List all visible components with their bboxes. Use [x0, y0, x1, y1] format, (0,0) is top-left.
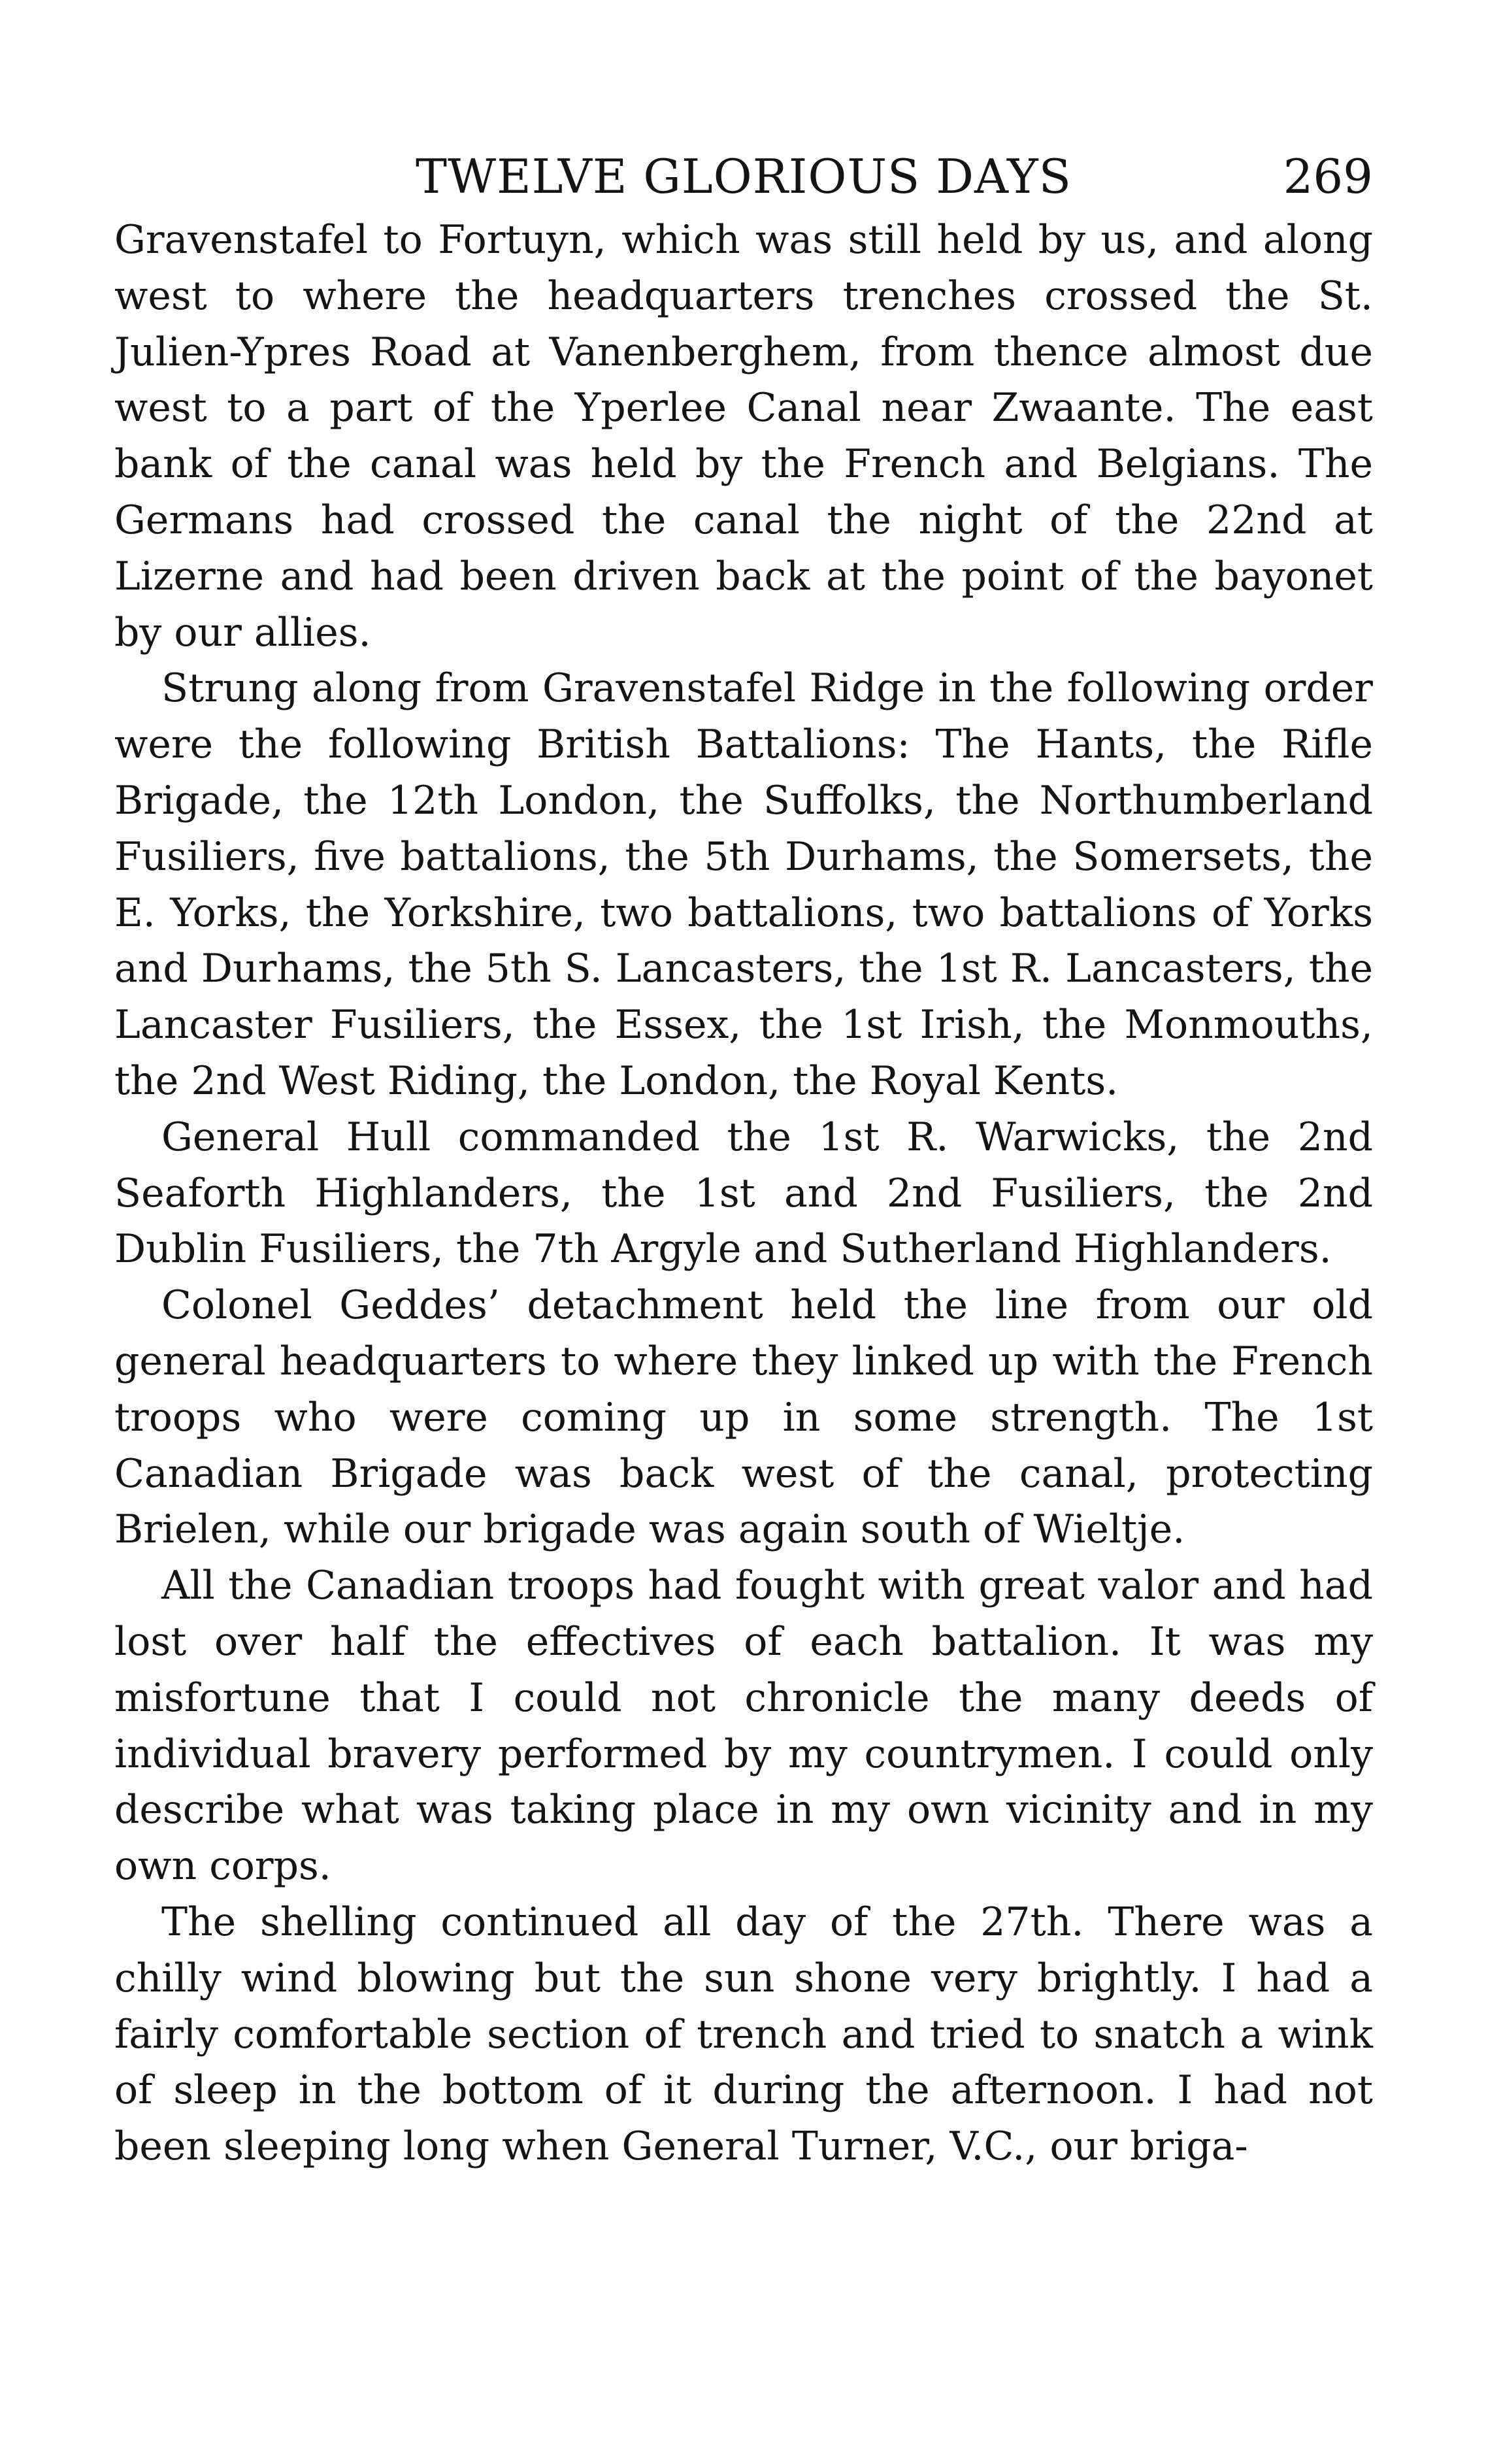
book-page [114, 141, 1373, 2175]
paragraph: All the Canadian troops had fought with great valor and had lost over half the effectives of each battalion. It was my misfortune that I could not chronicle the many deeds of individual bravery performed by my countrymen. I could only describe what was taking place in my own vicinity and in my own corps. [114, 1563, 1373, 1890]
paragraph: General Hull commanded the 1st R. Warwicks, the 2nd Seaforth Highlanders, the 1st and 2nd Fusiliers, the 2nd Dublin Fusiliers, the 7th Argyle and Sutherland Highlanders. [114, 1114, 1373, 1273]
page-number: 269 [1283, 149, 1373, 204]
body-text [114, 212, 1373, 2175]
paragraph: The shelling continued all day of the 27th. There was a chilly wind blowing but the sun shone very brightly. I had a fairly comfortable section of trench and tried to snatch a wink of sleep in the bottom of it during the afternoon. I had not been sleeping long when General Turner, V.C., our briga- [114, 1899, 1373, 2170]
paragraph: Colonel Geddes’ detachment held the line from our old general headquarters to where they linked up with the French troops who were coming up in some strength. The 1st Canadian Brigade was back west of the canal, protecting Brielen, while our brigade was again south of Wieltje. [114, 1282, 1373, 1553]
paragraph: Strung along from Gravenstafel Ridge in the following order were the following British Battalions: The Hants, the Rifle Brigade, the 12th London, the Suffolks, the Northumberland Fusiliers, five battalions, the 5th Durhams, the Somersets, the E. Yorks, the Yorkshire, two battalions, two battalions of Yorks and Durhams, the 5th S. Lancasters, the 1st R. Lancasters, the Lancaster Fusiliers, the Essex, the 1st Irish, the Monmouths, the 2nd West Riding, the London, the Royal Kents. [114, 665, 1373, 1104]
paragraph: Gravenstafel to Fortuyn, which was still held by us, and along west to where the headquarters trenches crossed the St. Julien-Ypres Road at Vanenberghem, from thence almost due west to a part of the Yperlee Canal near Zwaante. The east bank of the canal was held by the French and Belgians. The Germans had crossed the canal the night of the 22nd at Lizerne and had been driven back at the point of the bayonet by our allies. [114, 217, 1373, 656]
running-header [114, 141, 1373, 212]
running-title: TWELVE GLORIOUS DAYS [416, 149, 1072, 204]
